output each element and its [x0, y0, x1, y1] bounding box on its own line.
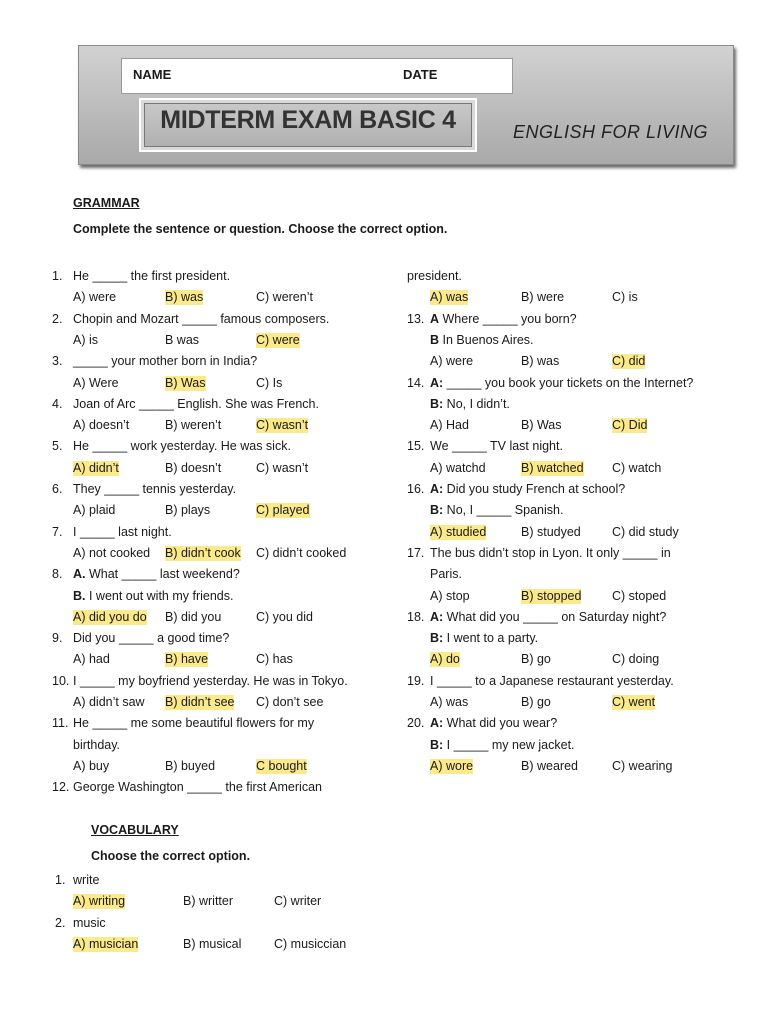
question-text: _____ your mother born in India? [73, 354, 258, 369]
question-text: A: _____ you book your tickets on the Internet? [430, 375, 694, 390]
answer-option[interactable]: C) weren’t [256, 290, 313, 305]
answer-option[interactable]: C) watch [612, 460, 662, 475]
answer-option[interactable]: B) watched [521, 460, 584, 475]
answer-option[interactable]: A) did you do [73, 609, 147, 624]
name-label: NAME [133, 67, 172, 82]
answer-option[interactable]: B) plays [165, 503, 211, 518]
question-text: He _____ the first president. [73, 269, 231, 283]
question-text: They _____ tennis yesterday. [73, 482, 237, 496]
question-text: The bus didn’t stop in Lyon. It only _____ in [430, 545, 671, 560]
question-number: 12. [52, 780, 70, 795]
question-text: B: I went to a party. [430, 631, 539, 646]
course-subtitle: ENGLISH FOR LIVING [513, 122, 709, 142]
question-text: I _____ last night. [73, 524, 172, 539]
question-number: 9. [52, 631, 63, 646]
question-number: 5. [52, 439, 63, 454]
question-text: A: What did you wear? [430, 716, 558, 731]
answer-option[interactable]: C) didn’t cooked [256, 545, 347, 560]
exam-header-banner [78, 45, 734, 165]
answer-option[interactable]: B) didn’t see [165, 695, 235, 709]
answer-option[interactable]: A) didn’t saw [73, 695, 145, 709]
question-text: A Where _____ you born? [430, 311, 577, 326]
answer-option[interactable]: C) played [256, 503, 310, 518]
question-text: write [73, 873, 100, 887]
answer-option[interactable]: A) Were [73, 375, 119, 390]
answer-option[interactable]: C) were [256, 332, 300, 347]
question-number: 10. [52, 673, 70, 688]
answer-option[interactable]: A) musician [73, 936, 139, 951]
grammar-instruction: Complete the sentence or question. Choose the correct option. [73, 222, 448, 236]
question-number: 17. [407, 545, 425, 560]
vocabulary-heading: VOCABULARY [91, 823, 179, 837]
answer-option[interactable]: A) stop [430, 588, 470, 603]
answer-option[interactable]: A) didn’t [73, 460, 119, 475]
answer-option[interactable]: A) was [430, 290, 469, 305]
question-number: 6. [52, 482, 63, 496]
question-number: 15. [407, 439, 425, 454]
question-text: George Washington _____ the first American [73, 780, 322, 795]
answer-option[interactable]: B) studyed [521, 524, 581, 539]
answer-option[interactable]: B) Was [521, 418, 562, 433]
answer-option[interactable]: C) went [612, 695, 656, 709]
answer-option[interactable]: C) writer [274, 894, 322, 909]
answer-option[interactable]: C) don’t see [256, 695, 324, 709]
answer-option[interactable]: B) buyed [165, 758, 216, 773]
question-text: B: No, I _____ Spanish. [430, 503, 564, 518]
question-number: 8. [52, 567, 63, 582]
answer-option[interactable]: C) wasn’t [256, 460, 309, 475]
answer-option[interactable]: B) was [165, 290, 204, 305]
answer-option[interactable]: B) musical [183, 936, 242, 951]
question-text: Chopin and Mozart _____ famous composers. [73, 311, 330, 326]
answer-option[interactable]: B) didn’t cook [165, 545, 241, 560]
answer-option[interactable]: A) was [430, 695, 469, 709]
question-text: B. I went out with my friends. [73, 588, 234, 603]
answer-option[interactable]: C) is [612, 290, 638, 305]
answer-option[interactable]: A) were [73, 290, 117, 305]
answer-option[interactable]: B) writter [183, 894, 233, 909]
question-text: He _____ work yesterday. He was sick. [73, 439, 291, 454]
answer-option[interactable]: B) Was [165, 375, 206, 390]
answer-option[interactable]: A) studied [430, 524, 487, 539]
question-text: Did you _____ a good time? [73, 631, 230, 646]
name-date-box [121, 58, 513, 94]
exam-title-box [139, 98, 477, 152]
date-label: DATE [403, 67, 438, 82]
question-number: 1. [55, 873, 66, 887]
question-number: 20. [407, 716, 425, 731]
answer-option[interactable]: B) was [521, 354, 560, 369]
answer-option[interactable]: A) is [73, 332, 98, 347]
answer-option[interactable]: C) Is [256, 375, 283, 390]
question-text: music [73, 915, 106, 930]
question-text: B: I _____ my new jacket. [430, 737, 575, 752]
question-text: B: No, I didn’t. [430, 396, 510, 411]
question-text: A. What _____ last weekend? [73, 567, 240, 582]
question-text: B In Buenos Aires. [430, 332, 534, 347]
question-number: 19. [407, 673, 425, 688]
answer-option[interactable]: C) wasn’t [256, 418, 309, 433]
answer-option[interactable]: B) go [521, 652, 551, 667]
answer-option[interactable]: A) not cooked [73, 545, 151, 560]
answer-option[interactable]: B) weared [521, 758, 578, 773]
answer-option[interactable]: A) doesn’t [73, 418, 130, 433]
answer-option[interactable]: B) go [521, 695, 551, 709]
question-number: 3. [52, 354, 63, 369]
question-number: 7. [52, 524, 63, 539]
question-number: 2. [55, 915, 66, 930]
question-text: I _____ my boyfriend yesterday. He was in Tokyo. [73, 673, 348, 688]
answer-option[interactable]: C) has [256, 652, 293, 667]
answer-option[interactable]: A) plaid [73, 503, 116, 518]
grammar-heading: GRAMMAR [73, 196, 140, 210]
answer-option[interactable]: A) writing [73, 894, 126, 909]
answer-option[interactable]: C) stoped [612, 588, 667, 603]
answer-option[interactable]: C) wearing [612, 758, 673, 773]
answer-option[interactable]: B) have [165, 652, 209, 667]
exam-title: MIDTERM EXAM BASIC 4 [160, 106, 456, 134]
answer-option[interactable]: B) doesn’t [165, 460, 222, 475]
answer-option[interactable]: A) do [430, 652, 460, 667]
answer-option[interactable]: C) Did [612, 418, 648, 433]
answer-option[interactable]: A) watchd [430, 460, 486, 475]
question-number: 2. [52, 311, 63, 326]
question-number: 13. [407, 311, 425, 326]
question-number: 4. [52, 396, 63, 411]
question-text: He _____ me some beautiful flowers for my [73, 716, 315, 731]
answer-option[interactable]: C bought [256, 758, 307, 773]
answer-option[interactable]: B) were [521, 290, 565, 305]
vocabulary-instruction: Choose the correct option. [91, 849, 251, 863]
question-number: 18. [407, 609, 425, 624]
answer-option[interactable]: C) you did [256, 609, 313, 624]
answer-option[interactable]: B) weren’t [165, 418, 222, 433]
answer-option[interactable]: A) buy [73, 758, 110, 773]
answer-option[interactable]: B was [165, 332, 200, 347]
answer-option[interactable]: C) doing [612, 652, 660, 667]
question-text: president. [407, 269, 462, 283]
question-text: A: What did you _____ on Saturday night? [430, 609, 667, 624]
answer-option[interactable]: B) stopped [521, 588, 582, 603]
answer-option[interactable]: C) musiccian [274, 936, 347, 951]
question-number: 14. [407, 375, 425, 390]
answer-option[interactable]: A) wore [430, 758, 474, 773]
question-number: 1. [52, 269, 63, 283]
question-text: birthday. [73, 737, 121, 752]
question-text: Joan of Arc _____ English. She was French. [73, 396, 319, 411]
answer-option[interactable]: A) Had [430, 418, 469, 433]
question-text: Paris. [430, 567, 462, 582]
answer-option[interactable]: B) did you [165, 609, 222, 624]
answer-option[interactable]: A) were [430, 354, 474, 369]
question-text: We _____ TV last night. [430, 439, 563, 454]
question-number: 11. [52, 716, 69, 731]
question-text: I _____ to a Japanese restaurant yesterday. [430, 673, 674, 688]
answer-option[interactable]: C) did [612, 354, 646, 369]
question-number: 16. [407, 482, 425, 496]
answer-option[interactable]: C) did study [612, 524, 679, 539]
question-text: A: Did you study French at school? [430, 482, 626, 496]
answer-option[interactable]: A) had [73, 652, 110, 667]
